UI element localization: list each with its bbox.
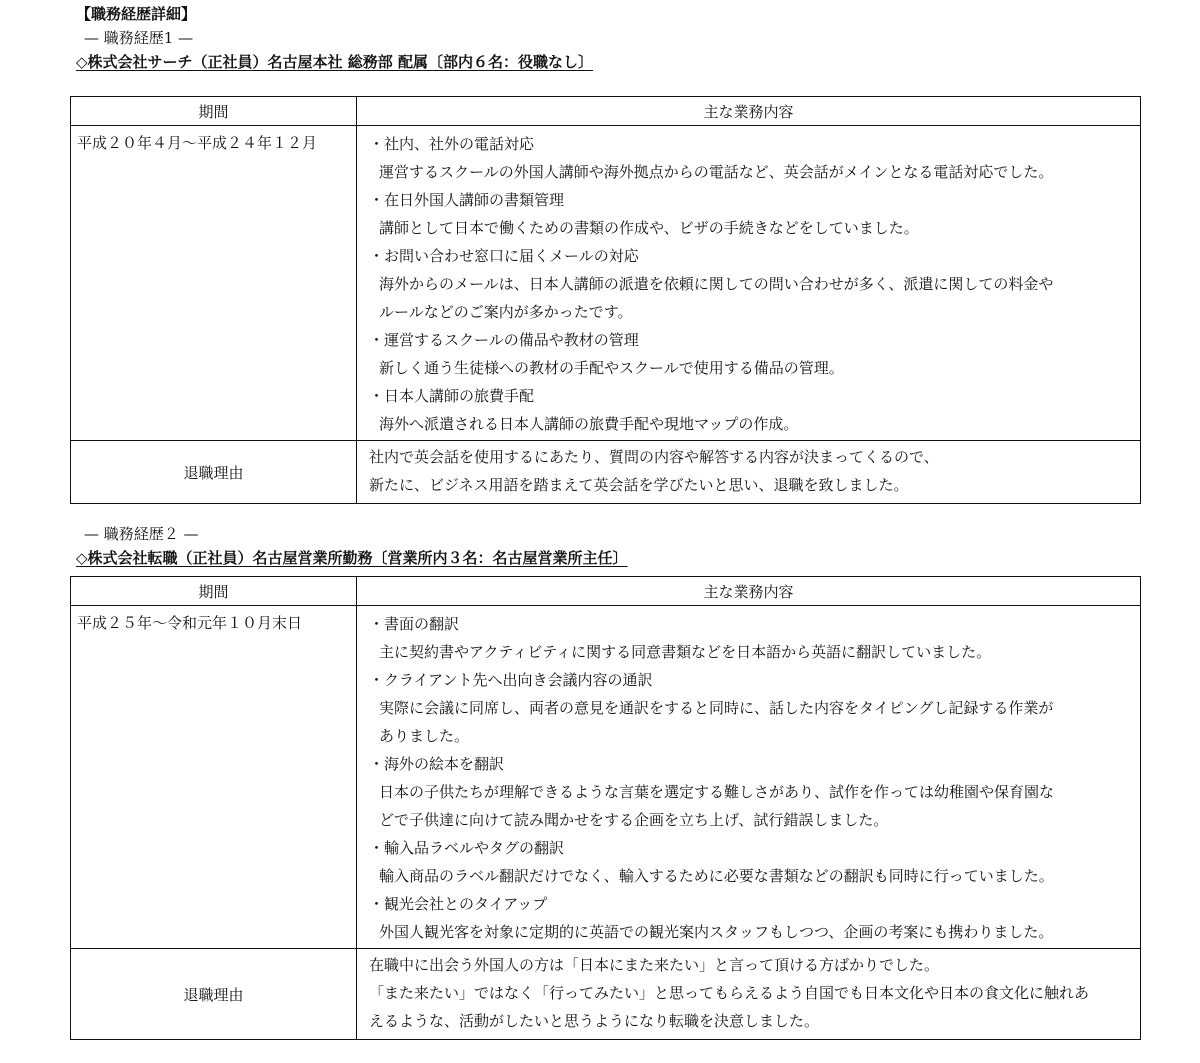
list-item bbox=[369, 242, 1130, 326]
item-desc: 海外からのメールは、日本人講師の派遣を依頼に関しての問い合わせが多く、派遣に関しての料金や ルールなどのご案内が多かったです。 bbox=[379, 275, 1054, 321]
item-title: ・クライアント先へ出向き会議内容の通訳 bbox=[369, 671, 653, 689]
list-item bbox=[369, 834, 1130, 890]
item-title: ・お問い合わせ窓口に届くメールの対応 bbox=[369, 247, 639, 265]
reason-text bbox=[357, 949, 1141, 1040]
list-item bbox=[369, 130, 1130, 186]
item-desc: 日本の子供たちが理解できるような言葉を選定する難しさがあり、試作を作っては幼稚園や保育園な どで子供達に向けて読み聞かせをする企画を立ち上げ、試行錯誤しました。 bbox=[379, 783, 1055, 829]
list-item bbox=[369, 326, 1130, 382]
content-cell bbox=[357, 126, 1141, 441]
item-title: ・社内、社外の電話対応 bbox=[369, 135, 535, 153]
item-desc: 主に契約書やアクティビティに関する同意書類などを日本語から英語に翻訳していました。 bbox=[379, 643, 992, 661]
item-desc: 海外へ派遣される日本人講師の旅費手配や現地マップの作成。 bbox=[379, 415, 799, 433]
list-item bbox=[369, 186, 1130, 242]
list-item bbox=[369, 666, 1130, 750]
period-cell: 平成２０年４月～平成２４年１２月 bbox=[71, 126, 357, 441]
item-title: ・日本人講師の旅費手配 bbox=[369, 387, 535, 405]
table-header-row bbox=[71, 97, 1141, 126]
item-title: ・在日外国人講師の書類管理 bbox=[369, 191, 565, 209]
item-desc: 外国人観光客を対象に定期的に英語での観光案内スタッフもしつつ、企画の考案にも携わりました。 bbox=[379, 923, 1054, 941]
reason-line: 社内で英会話を使用するにあたり、質問の内容や解答する内容が決まってくるので、 bbox=[369, 448, 939, 466]
reason-line: 在職中に出会う外国人の方は「日本にまた来たい」と言って頂ける方ばかりでした。 bbox=[369, 956, 940, 974]
item-title: ・観光会社とのタイアップ bbox=[369, 895, 548, 913]
career-2-section-label: — 職務経歴２ — bbox=[84, 525, 199, 543]
list-item bbox=[369, 610, 1130, 666]
list-item bbox=[369, 890, 1130, 946]
reason-label: 退職理由 bbox=[71, 949, 357, 1040]
career-1-section-label: — 職務経歴1 — bbox=[84, 29, 194, 47]
document-title: 【職務経歴詳細】 bbox=[76, 5, 197, 23]
career-1-company-line: ◇株式会社サーチ（正社員）名古屋本社 総務部 配属〔部内６名：役職なし〕 bbox=[76, 53, 593, 71]
item-desc: 輸入商品のラベル翻訳だけでなく、輸入するために必要な書類などの翻訳も同時に行っていました。 bbox=[379, 867, 1054, 885]
header-content: 主な業務内容 bbox=[357, 97, 1141, 126]
reason-text bbox=[357, 441, 1141, 504]
list-item bbox=[369, 382, 1130, 438]
reason-label: 退職理由 bbox=[71, 441, 357, 504]
item-desc: 新しく通う生徒様への教材の手配やスクールで使用する備品の管理。 bbox=[379, 359, 844, 377]
period-cell: 平成２５年～令和元年１０月末日 bbox=[71, 606, 357, 949]
item-desc: 講師として日本で働くための書類の作成や、ビザの手続きなどをしていました。 bbox=[379, 219, 919, 237]
reason-row bbox=[71, 949, 1141, 1040]
list-item bbox=[369, 750, 1130, 834]
table-row bbox=[71, 606, 1141, 949]
reason-row bbox=[71, 441, 1141, 504]
item-title: ・運営するスクールの備品や教材の管理 bbox=[369, 331, 639, 349]
header-content: 主な業務内容 bbox=[357, 577, 1141, 606]
reason-line: えるような、活動がしたいと思うようになり転職を決意しました。 bbox=[369, 1012, 820, 1030]
header-period: 期間 bbox=[71, 97, 357, 126]
career-1-table bbox=[70, 96, 1141, 504]
career-2-table bbox=[70, 576, 1141, 1040]
content-cell bbox=[357, 606, 1141, 949]
table-header-row bbox=[71, 577, 1141, 606]
item-desc: 実際に会議に同席し、両者の意見を通訳をすると同時に、話した内容をタイピングし記録する作業が ありました。 bbox=[379, 699, 1054, 745]
header-period: 期間 bbox=[71, 577, 357, 606]
reason-line: 新たに、ビジネス用語を踏まえて英会話を学びたいと思い、退職を致しました。 bbox=[369, 476, 909, 494]
item-title: ・輸入品ラベルやタグの翻訳 bbox=[369, 839, 565, 857]
item-title: ・書面の翻訳 bbox=[369, 615, 460, 633]
reason-line: 「また来たい」ではなく「行ってみたい」と思ってもらえるよう自国でも日本文化や日本の食文化に触れあ bbox=[369, 984, 1090, 1002]
career-2-company-line: ◇株式会社転職（正社員）名古屋営業所勤務〔営業所内３名：名古屋営業所主任〕 bbox=[76, 549, 628, 567]
table-row bbox=[71, 126, 1141, 441]
item-title: ・海外の絵本を翻訳 bbox=[369, 755, 505, 773]
item-desc: 運営するスクールの外国人講師や海外拠点からの電話など、英会話がメインとなる電話対応でした。 bbox=[379, 163, 1054, 181]
